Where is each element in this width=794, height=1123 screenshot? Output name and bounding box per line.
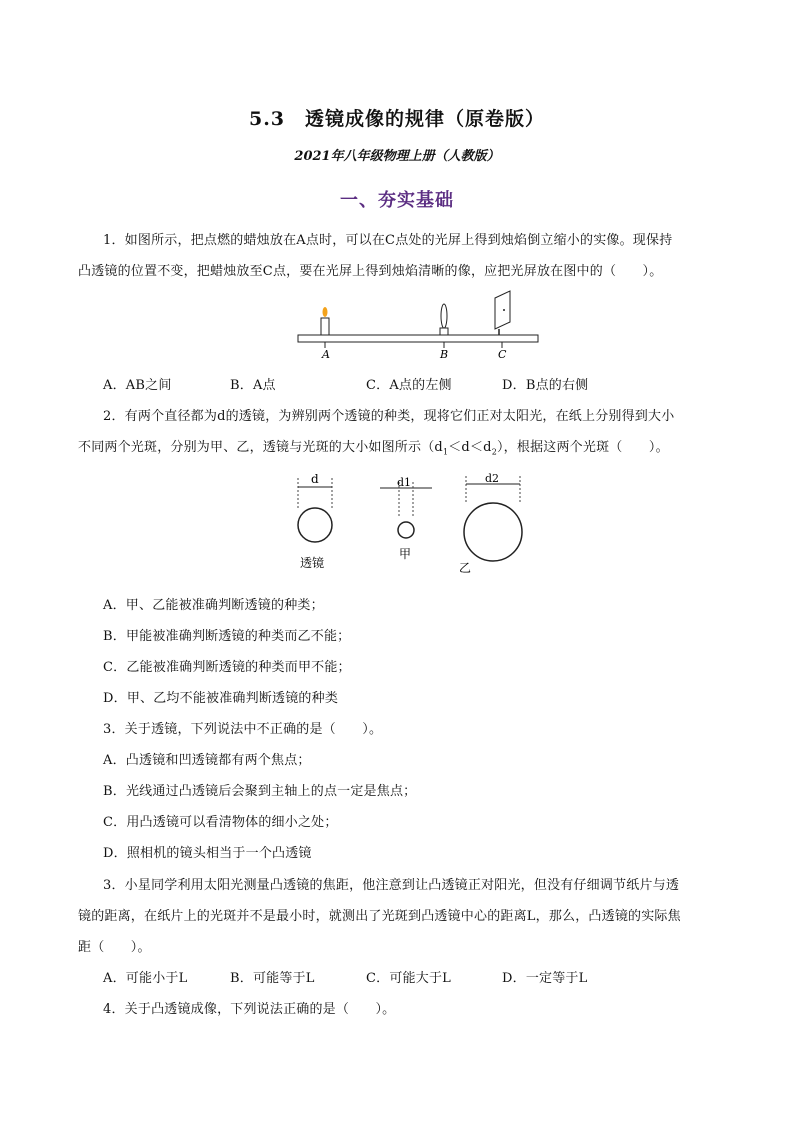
figure-label-b: B [440, 348, 449, 361]
figure-label-c: C [498, 348, 507, 361]
q1-stem-line1: 1．如图所示，把点燃的蜡烛放在A点时，可以在C点处的光屏上得到烛焰倒立缩小的实像。现保持 [103, 233, 673, 248]
q2-light-spot-figure [289, 470, 525, 580]
dim-label-d1: d1 [397, 476, 412, 489]
q3b-option-a: A．可能小于L [103, 971, 188, 986]
q2-option-b: B．甲能被准确判断透镜的种类而乙不能； [103, 629, 351, 644]
q2-stem-line2 [78, 436, 669, 457]
q3-option-d: D．照相机的镜头相当于一个凸透镜 [103, 846, 312, 861]
q2-line2-sub2: 2 [491, 447, 497, 457]
q4-stem: 4．关于凸透镜成像，下列说法正确的是（ ）。 [103, 1002, 396, 1017]
q3b-stem-line1: 3．小星同学利用太阳光测量凸透镜的焦距，他注意到让凸透镜正对阳光，但没有仔细调节纸片与透 [103, 878, 680, 893]
lens-circle [298, 478, 332, 542]
q1-optical-bench-figure [296, 288, 546, 362]
q2-option-c: C．乙能被准确判断透镜的种类而甲不能； [103, 660, 351, 675]
q2-stem-line1: 2．有两个直径都为d的透镜，为辨别两个透镜的种类，现将它们正对太阳光，在纸上分别得到大小 [103, 409, 675, 424]
q1-stem-line2: 凸透镜的位置不变，把蜡烛放至C点，要在光屏上得到烛焰清晰的像，应把光屏放在图中的（ ）。 [78, 264, 663, 279]
q2-line2-part2: ＜d＜d [448, 440, 492, 455]
spot-jia-circle [380, 482, 432, 538]
q3b-option-d: D．一定等于L [502, 971, 588, 986]
figure-label-a: A [322, 348, 330, 361]
q1-option-c: C．A点的左侧 [366, 378, 452, 393]
q3b-stem-line3: 距（ ）。 [78, 940, 151, 955]
q3b-option-c: C．可能大于L [366, 971, 451, 986]
q3b-option-b: B．可能等于L [230, 971, 315, 986]
q2-line2-part1: 不同两个光斑，分别为甲、乙，透镜与光斑的大小如图所示（d [78, 440, 443, 455]
dim-label-d2: d2 [485, 472, 500, 485]
section-heading: 一、夯实基础 [340, 190, 454, 211]
spot-jia-label: 甲 [399, 547, 412, 561]
q3-stem: 3．关于透镜，下列说法中不正确的是（ ）。 [103, 722, 383, 737]
q1-option-a: A．AB之间 [103, 378, 172, 393]
lens-name-label: 透镜 [300, 556, 325, 570]
q3-option-b: B．光线通过凸透镜后会聚到主轴上的点一定是焦点； [103, 784, 417, 799]
q2-line2-part3: ），根据这两个光斑（ ）。 [496, 440, 669, 455]
q1-option-d: D．B点的右侧 [502, 378, 589, 393]
q1-option-b: B．A点 [230, 378, 276, 393]
bench-rail [298, 335, 538, 342]
q2-option-d: D．甲、乙均不能被准确判断透镜的种类 [103, 691, 339, 706]
q3b-stem-line2: 镜的距离，在纸片上的光斑并不是最小时，就测出了光斑到凸透镜中心的距离L，那么，凸透镜的实际焦 [78, 909, 681, 924]
spot-yi-label: 乙 [459, 561, 472, 575]
page-subtitle: 2021年八年级物理上册（人教版） [294, 149, 500, 164]
q2-option-a: A．甲、乙能被准确判断透镜的种类； [103, 598, 324, 613]
page-title: 5.3 透镜成像的规律（原卷版） [248, 108, 546, 130]
spot-yi-circle [464, 476, 522, 561]
dim-label-d: d [311, 472, 319, 486]
q3-option-c: C．用凸透镜可以看清物体的细小之处； [103, 815, 338, 830]
q2-line2-sub1: 1 [442, 447, 449, 457]
q3-option-a: A．凸透镜和凹透镜都有两个焦点； [103, 753, 311, 768]
